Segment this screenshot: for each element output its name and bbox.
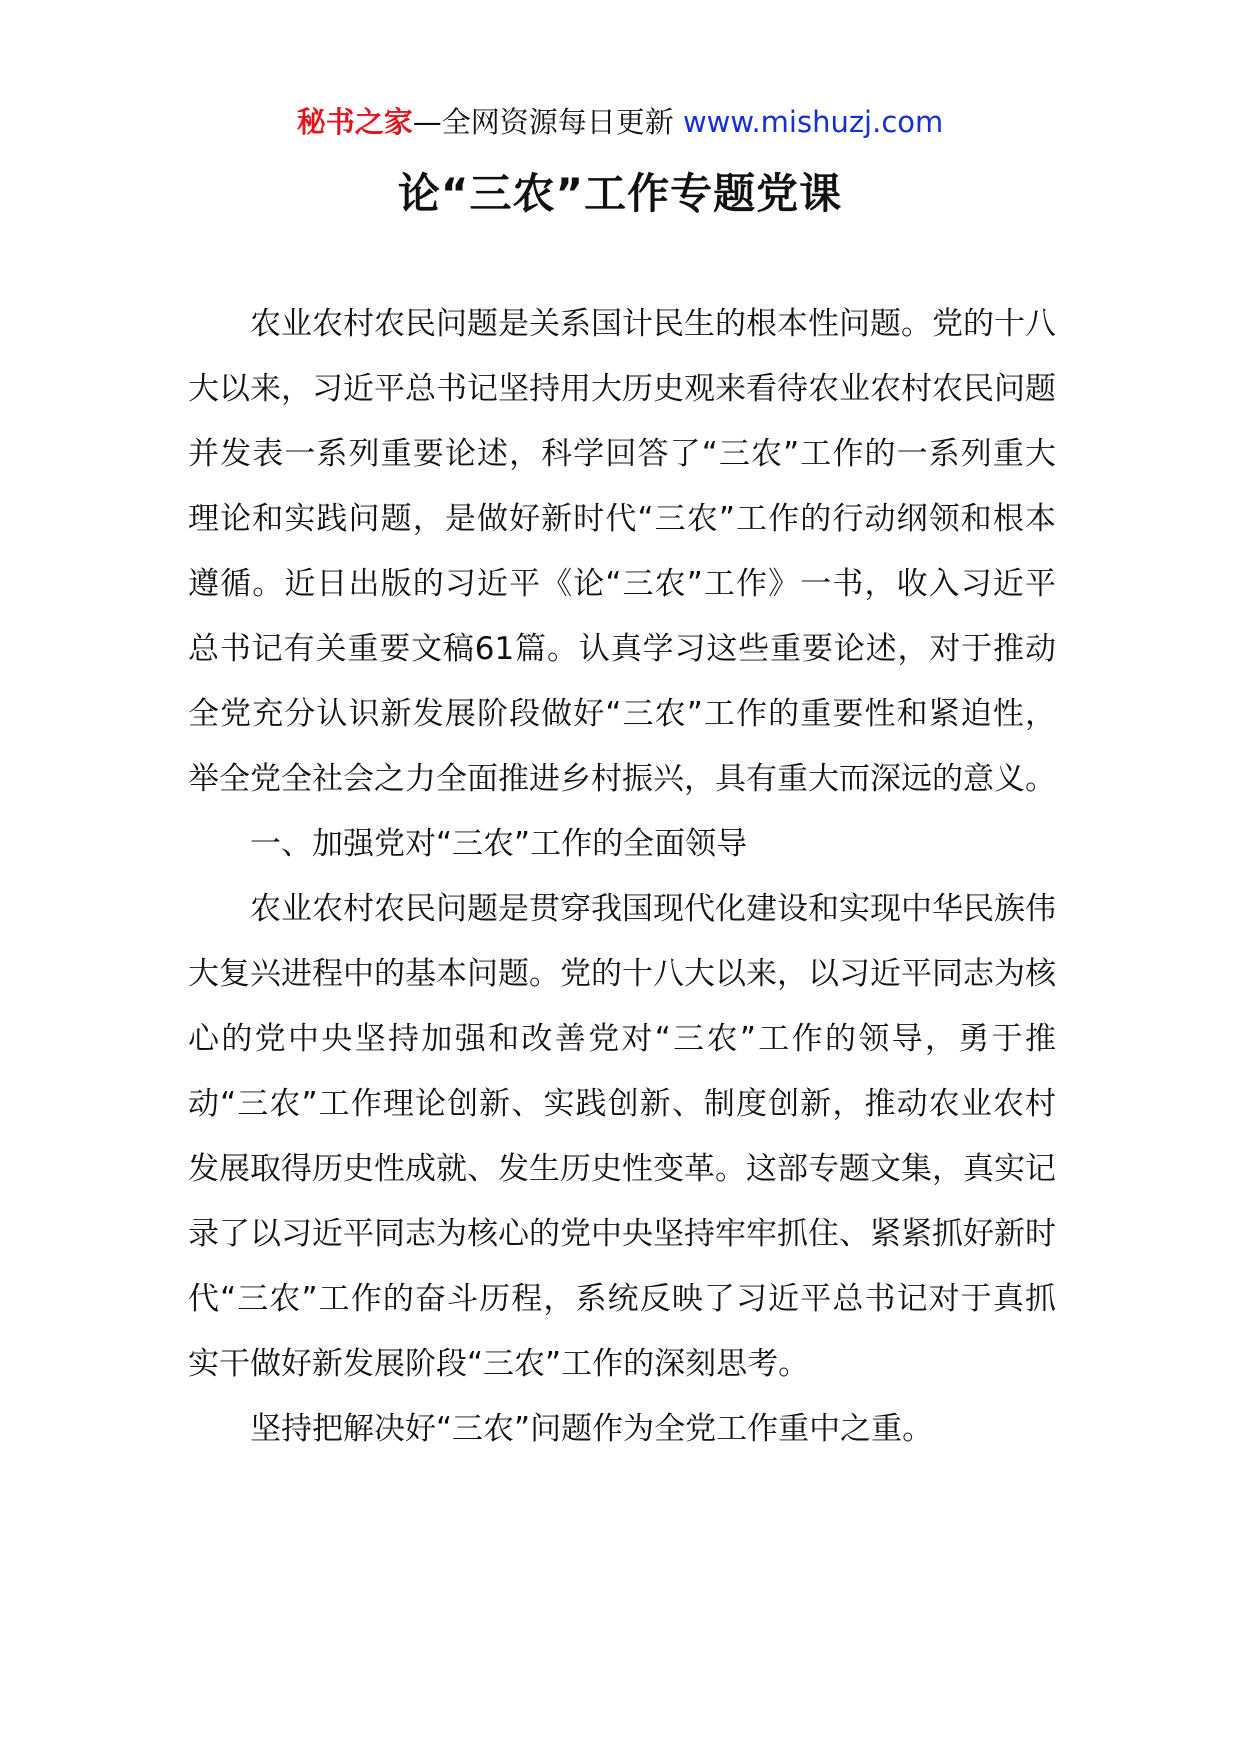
document-body	[188, 292, 1056, 1462]
paragraph-intro: 农业农村农民问题是关系国计民生的根本性问题。党的十八大以来，习近平总书记坚持用大历史观来看待农业农村农民问题并发表一系列重要论述，科学回答了“三农”工作的一系列重大理论和实践问题，是做好新时代“三农”工作的行动纲领和根本遵循。近日出版的习近平《论“三农”工作》一书，收入习近平总书记有关重要文稿61篇。认真学习这些重要论述，对于推动全党充分认识新发展阶段做好“三农”工作的重要性和紧迫性，举全党全社会之力全面推进乡村振兴，具有重大而深远的意义。	[188, 306, 1056, 797]
paragraph-section-1-point: 坚持把解决好“三农”问题作为全党工作重中之重。	[250, 1411, 934, 1447]
site-header	[0, 100, 1240, 144]
brand-name: 秘书之家	[296, 105, 413, 139]
section-heading-1: 一、加强党对“三农”工作的全面领导	[250, 826, 748, 862]
header-tagline: —全网资源每日更新	[412, 105, 674, 139]
document-title: 论“三农”工作专题党课	[397, 169, 843, 218]
paragraph-section-1: 农业农村农民问题是贯穿我国现代化建设和实现中华民族伟大复兴进程中的基本问题。党的十八大以来，以习近平同志为核心的党中央坚持加强和改善党对“三农”工作的领导，勇于推动“三农”工作理论创新、实践创新、制度创新，推动农业农村发展取得历史性成就、发生历史性变革。这部专题文集，真实记录了以习近平同志为核心的党中央坚持牢牢抓住、紧紧抓好新时代“三农”工作的奋斗历程，系统反映了习近平总书记对于真抓实干做好新发展阶段“三农”工作的深刻思考。	[188, 891, 1056, 1382]
site-url-link[interactable]: www.mishuzj.com	[682, 105, 944, 139]
